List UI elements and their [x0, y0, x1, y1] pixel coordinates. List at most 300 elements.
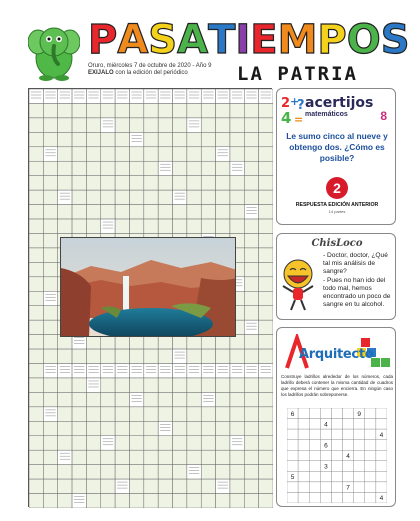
answer-cell[interactable]	[244, 450, 258, 464]
arquitecto-cell[interactable]	[309, 471, 320, 482]
answer-cell[interactable]	[101, 450, 115, 464]
answer-cell[interactable]	[173, 118, 187, 132]
answer-cell[interactable]	[129, 118, 143, 132]
arquitecto-cell[interactable]	[298, 440, 309, 451]
answer-cell[interactable]	[86, 494, 100, 508]
answer-cell[interactable]	[86, 465, 100, 479]
arquitecto-cell[interactable]	[331, 482, 342, 493]
answer-cell[interactable]	[29, 190, 43, 204]
answer-cell[interactable]	[144, 392, 158, 406]
answer-cell[interactable]	[58, 118, 72, 132]
arquitecto-cell[interactable]	[287, 461, 298, 472]
answer-cell[interactable]	[144, 436, 158, 450]
answer-cell[interactable]	[29, 205, 43, 219]
answer-cell[interactable]	[216, 161, 230, 175]
arquitecto-cell[interactable]	[320, 408, 331, 419]
answer-cell[interactable]	[86, 205, 100, 219]
arquitecto-cell[interactable]	[309, 450, 320, 461]
answer-cell[interactable]	[244, 147, 258, 161]
answer-cell[interactable]	[201, 479, 215, 493]
answer-cell[interactable]	[101, 465, 115, 479]
answer-cell[interactable]	[187, 421, 201, 435]
arquitecto-cell[interactable]	[343, 419, 354, 430]
answer-cell[interactable]	[58, 205, 72, 219]
answer-cell[interactable]	[230, 450, 244, 464]
arquitecto-cell[interactable]	[309, 408, 320, 419]
answer-cell[interactable]	[43, 262, 57, 276]
answer-cell[interactable]	[187, 219, 201, 233]
arquitecto-cell[interactable]	[287, 492, 298, 503]
answer-cell[interactable]	[29, 450, 43, 464]
answer-cell[interactable]	[86, 132, 100, 146]
answer-cell[interactable]	[259, 421, 273, 435]
answer-cell[interactable]	[86, 392, 100, 406]
arquitecto-cell[interactable]	[287, 429, 298, 440]
answer-cell[interactable]	[158, 450, 172, 464]
answer-cell[interactable]	[244, 378, 258, 392]
answer-cell[interactable]	[144, 118, 158, 132]
answer-cell[interactable]	[144, 378, 158, 392]
answer-cell[interactable]	[244, 349, 258, 363]
answer-cell[interactable]	[244, 407, 258, 421]
arquitecto-cell[interactable]	[376, 419, 387, 430]
answer-cell[interactable]	[43, 494, 57, 508]
answer-cell[interactable]	[115, 103, 129, 117]
answer-cell[interactable]	[144, 103, 158, 117]
answer-cell[interactable]	[72, 103, 86, 117]
answer-cell[interactable]	[216, 494, 230, 508]
arquitecto-cell[interactable]	[343, 461, 354, 472]
answer-cell[interactable]	[29, 407, 43, 421]
answer-cell[interactable]	[144, 479, 158, 493]
answer-cell[interactable]	[86, 479, 100, 493]
answer-cell[interactable]	[144, 190, 158, 204]
answer-cell[interactable]	[158, 392, 172, 406]
answer-cell[interactable]	[244, 494, 258, 508]
answer-cell[interactable]	[173, 421, 187, 435]
answer-cell[interactable]	[173, 494, 187, 508]
arquitecto-cell[interactable]	[376, 450, 387, 461]
answer-cell[interactable]	[158, 479, 172, 493]
answer-cell[interactable]	[29, 118, 43, 132]
answer-cell[interactable]	[144, 176, 158, 190]
answer-cell[interactable]	[201, 118, 215, 132]
answer-cell[interactable]	[230, 118, 244, 132]
answer-cell[interactable]	[43, 392, 57, 406]
answer-cell[interactable]	[173, 132, 187, 146]
answer-cell[interactable]	[101, 103, 115, 117]
answer-cell[interactable]	[259, 306, 273, 320]
answer-cell[interactable]	[115, 118, 129, 132]
answer-cell[interactable]	[259, 205, 273, 219]
arquitecto-cell[interactable]	[320, 450, 331, 461]
answer-cell[interactable]	[58, 479, 72, 493]
answer-cell[interactable]	[72, 118, 86, 132]
answer-cell[interactable]	[173, 205, 187, 219]
answer-cell[interactable]	[86, 450, 100, 464]
answer-cell[interactable]	[158, 494, 172, 508]
arquitecto-cell[interactable]	[309, 461, 320, 472]
answer-cell[interactable]	[158, 190, 172, 204]
arquitecto-cell[interactable]	[287, 440, 298, 451]
answer-cell[interactable]	[29, 277, 43, 291]
arquitecto-cell[interactable]	[331, 492, 342, 503]
arquitecto-cell[interactable]	[320, 471, 331, 482]
arquitecto-cell[interactable]	[331, 440, 342, 451]
answer-cell[interactable]	[259, 465, 273, 479]
arquitecto-cell[interactable]	[309, 492, 320, 503]
answer-cell[interactable]	[86, 407, 100, 421]
answer-cell[interactable]	[43, 190, 57, 204]
answer-cell[interactable]	[244, 306, 258, 320]
answer-cell[interactable]	[29, 436, 43, 450]
answer-cell[interactable]	[72, 450, 86, 464]
answer-cell[interactable]	[201, 161, 215, 175]
arquitecto-cell[interactable]	[287, 450, 298, 461]
arquitecto-cell[interactable]	[343, 429, 354, 440]
answer-cell[interactable]	[216, 190, 230, 204]
answer-cell[interactable]	[201, 132, 215, 146]
answer-cell[interactable]	[29, 233, 43, 247]
answer-cell[interactable]	[158, 118, 172, 132]
answer-cell[interactable]	[144, 407, 158, 421]
answer-cell[interactable]	[29, 147, 43, 161]
arquitecto-cell[interactable]	[365, 408, 376, 419]
answer-cell[interactable]	[259, 349, 273, 363]
answer-cell[interactable]	[58, 176, 72, 190]
answer-cell[interactable]	[115, 205, 129, 219]
answer-cell[interactable]	[101, 421, 115, 435]
arquitecto-cell[interactable]	[376, 461, 387, 472]
answer-cell[interactable]	[29, 364, 43, 378]
answer-cell[interactable]	[101, 132, 115, 146]
answer-cell[interactable]	[201, 190, 215, 204]
answer-cell[interactable]	[86, 118, 100, 132]
arquitecto-cell[interactable]	[309, 429, 320, 440]
answer-cell[interactable]	[259, 392, 273, 406]
answer-cell[interactable]	[201, 450, 215, 464]
answer-cell[interactable]	[244, 436, 258, 450]
answer-cell[interactable]	[230, 176, 244, 190]
answer-cell[interactable]	[129, 494, 143, 508]
answer-cell[interactable]	[158, 205, 172, 219]
answer-cell[interactable]	[173, 436, 187, 450]
answer-cell[interactable]	[230, 349, 244, 363]
answer-cell[interactable]	[187, 450, 201, 464]
answer-cell[interactable]	[173, 176, 187, 190]
arquitecto-cell[interactable]	[343, 471, 354, 482]
answer-cell[interactable]	[101, 407, 115, 421]
answer-cell[interactable]	[216, 118, 230, 132]
answer-cell[interactable]	[129, 176, 143, 190]
answer-cell[interactable]	[158, 378, 172, 392]
answer-cell[interactable]	[187, 190, 201, 204]
answer-cell[interactable]	[43, 306, 57, 320]
answer-cell[interactable]	[101, 190, 115, 204]
answer-cell[interactable]	[230, 205, 244, 219]
answer-cell[interactable]	[187, 378, 201, 392]
answer-cell[interactable]	[72, 190, 86, 204]
arquitecto-cell[interactable]	[354, 419, 365, 430]
answer-cell[interactable]	[173, 465, 187, 479]
answer-cell[interactable]	[144, 494, 158, 508]
answer-cell[interactable]	[216, 421, 230, 435]
arquitecto-cell[interactable]	[343, 408, 354, 419]
arquitecto-cell[interactable]	[365, 482, 376, 493]
answer-cell[interactable]	[86, 349, 100, 363]
answer-cell[interactable]	[129, 147, 143, 161]
answer-cell[interactable]	[29, 306, 43, 320]
answer-cell[interactable]	[115, 494, 129, 508]
answer-cell[interactable]	[144, 161, 158, 175]
arquitecto-cell[interactable]	[365, 429, 376, 440]
answer-cell[interactable]	[129, 190, 143, 204]
answer-cell[interactable]	[101, 479, 115, 493]
answer-cell[interactable]	[173, 450, 187, 464]
answer-cell[interactable]	[43, 277, 57, 291]
answer-cell[interactable]	[115, 132, 129, 146]
arquitecto-cell[interactable]	[365, 440, 376, 451]
answer-cell[interactable]	[43, 103, 57, 117]
answer-cell[interactable]	[244, 291, 258, 305]
answer-cell[interactable]	[72, 465, 86, 479]
answer-cell[interactable]	[72, 132, 86, 146]
answer-cell[interactable]	[72, 407, 86, 421]
answer-cell[interactable]	[216, 378, 230, 392]
answer-cell[interactable]	[230, 132, 244, 146]
answer-cell[interactable]	[43, 132, 57, 146]
arquitecto-cell[interactable]	[354, 471, 365, 482]
answer-cell[interactable]	[187, 147, 201, 161]
arquitecto-cell[interactable]	[331, 450, 342, 461]
arquitecto-cell[interactable]	[365, 461, 376, 472]
answer-cell[interactable]	[216, 219, 230, 233]
answer-cell[interactable]	[43, 465, 57, 479]
answer-cell[interactable]	[259, 248, 273, 262]
answer-cell[interactable]	[244, 262, 258, 276]
arquitecto-cell[interactable]	[298, 408, 309, 419]
answer-cell[interactable]	[115, 421, 129, 435]
answer-cell[interactable]	[158, 407, 172, 421]
answer-cell[interactable]	[115, 407, 129, 421]
answer-cell[interactable]	[43, 161, 57, 175]
answer-cell[interactable]	[58, 465, 72, 479]
arquitecto-cell[interactable]	[343, 440, 354, 451]
answer-cell[interactable]	[58, 161, 72, 175]
answer-cell[interactable]	[129, 421, 143, 435]
answer-cell[interactable]	[43, 450, 57, 464]
answer-cell[interactable]	[230, 219, 244, 233]
answer-cell[interactable]	[201, 465, 215, 479]
answer-cell[interactable]	[43, 248, 57, 262]
answer-cell[interactable]	[216, 205, 230, 219]
answer-cell[interactable]	[158, 103, 172, 117]
answer-cell[interactable]	[72, 421, 86, 435]
answer-cell[interactable]	[216, 465, 230, 479]
answer-cell[interactable]	[259, 118, 273, 132]
answer-cell[interactable]	[244, 219, 258, 233]
answer-cell[interactable]	[86, 176, 100, 190]
arquitecto-cell[interactable]	[376, 471, 387, 482]
answer-cell[interactable]	[158, 349, 172, 363]
answer-cell[interactable]	[230, 147, 244, 161]
arquitecto-cell[interactable]	[298, 461, 309, 472]
answer-cell[interactable]	[101, 378, 115, 392]
answer-cell[interactable]	[144, 421, 158, 435]
answer-cell[interactable]	[29, 219, 43, 233]
answer-cell[interactable]	[86, 436, 100, 450]
answer-cell[interactable]	[43, 176, 57, 190]
answer-cell[interactable]	[115, 147, 129, 161]
arquitecto-cell[interactable]	[343, 492, 354, 503]
answer-cell[interactable]	[43, 320, 57, 334]
answer-cell[interactable]	[29, 494, 43, 508]
answer-cell[interactable]	[29, 421, 43, 435]
arquitecto-cell[interactable]	[354, 450, 365, 461]
answer-cell[interactable]	[101, 494, 115, 508]
answer-cell[interactable]	[173, 378, 187, 392]
answer-cell[interactable]	[72, 176, 86, 190]
answer-cell[interactable]	[29, 349, 43, 363]
answer-cell[interactable]	[43, 349, 57, 363]
answer-cell[interactable]	[144, 219, 158, 233]
arquitecto-cell[interactable]	[376, 440, 387, 451]
answer-cell[interactable]	[201, 205, 215, 219]
arquitecto-cell[interactable]	[320, 492, 331, 503]
answer-cell[interactable]	[216, 450, 230, 464]
answer-cell[interactable]	[259, 291, 273, 305]
answer-cell[interactable]	[201, 147, 215, 161]
answer-cell[interactable]	[43, 205, 57, 219]
answer-cell[interactable]	[101, 349, 115, 363]
answer-cell[interactable]	[201, 103, 215, 117]
answer-cell[interactable]	[187, 436, 201, 450]
answer-cell[interactable]	[43, 118, 57, 132]
answer-cell[interactable]	[259, 479, 273, 493]
answer-cell[interactable]	[129, 450, 143, 464]
answer-cell[interactable]	[144, 450, 158, 464]
arquitecto-cell[interactable]	[309, 419, 320, 430]
arquitecto-cell[interactable]	[298, 482, 309, 493]
answer-cell[interactable]	[230, 378, 244, 392]
arquitecto-cell[interactable]	[376, 482, 387, 493]
answer-cell[interactable]	[144, 349, 158, 363]
answer-cell[interactable]	[129, 479, 143, 493]
answer-cell[interactable]	[230, 465, 244, 479]
answer-cell[interactable]	[158, 147, 172, 161]
answer-cell[interactable]	[158, 132, 172, 146]
answer-cell[interactable]	[72, 378, 86, 392]
arquitecto-cell[interactable]	[309, 440, 320, 451]
answer-cell[interactable]	[58, 407, 72, 421]
answer-cell[interactable]	[187, 161, 201, 175]
arquitecto-cell[interactable]	[331, 471, 342, 482]
answer-cell[interactable]	[216, 349, 230, 363]
answer-cell[interactable]	[259, 176, 273, 190]
answer-cell[interactable]	[230, 392, 244, 406]
arquitecto-cell[interactable]	[331, 419, 342, 430]
answer-cell[interactable]	[43, 378, 57, 392]
answer-cell[interactable]	[230, 421, 244, 435]
answer-cell[interactable]	[259, 103, 273, 117]
answer-cell[interactable]	[173, 407, 187, 421]
answer-cell[interactable]	[187, 479, 201, 493]
answer-cell[interactable]	[216, 436, 230, 450]
answer-cell[interactable]	[29, 291, 43, 305]
answer-cell[interactable]	[29, 176, 43, 190]
arquitecto-cell[interactable]	[354, 461, 365, 472]
answer-cell[interactable]	[129, 161, 143, 175]
answer-cell[interactable]	[115, 219, 129, 233]
answer-cell[interactable]	[158, 465, 172, 479]
answer-cell[interactable]	[115, 392, 129, 406]
arquitecto-cell[interactable]	[354, 440, 365, 451]
answer-cell[interactable]	[129, 103, 143, 117]
arquitecto-cell[interactable]	[298, 419, 309, 430]
arquitecto-cell[interactable]	[298, 471, 309, 482]
answer-cell[interactable]	[259, 233, 273, 247]
answer-cell[interactable]	[187, 176, 201, 190]
answer-cell[interactable]	[259, 132, 273, 146]
answer-cell[interactable]	[129, 205, 143, 219]
answer-cell[interactable]	[43, 233, 57, 247]
answer-cell[interactable]	[29, 335, 43, 349]
answer-cell[interactable]	[115, 161, 129, 175]
arquitecto-cell[interactable]	[331, 408, 342, 419]
answer-cell[interactable]	[244, 190, 258, 204]
answer-cell[interactable]	[216, 103, 230, 117]
arquitecto-cell[interactable]	[298, 429, 309, 440]
arquitecto-cell[interactable]	[365, 419, 376, 430]
arquitecto-cell[interactable]	[365, 450, 376, 461]
answer-cell[interactable]	[259, 190, 273, 204]
answer-cell[interactable]	[58, 436, 72, 450]
answer-cell[interactable]	[259, 450, 273, 464]
answer-cell[interactable]	[244, 277, 258, 291]
answer-cell[interactable]	[259, 320, 273, 334]
answer-cell[interactable]	[115, 465, 129, 479]
answer-cell[interactable]	[144, 205, 158, 219]
answer-cell[interactable]	[216, 132, 230, 146]
answer-cell[interactable]	[115, 349, 129, 363]
answer-cell[interactable]	[244, 103, 258, 117]
arquitecto-cell[interactable]	[298, 450, 309, 461]
answer-cell[interactable]	[144, 465, 158, 479]
answer-cell[interactable]	[101, 176, 115, 190]
answer-cell[interactable]	[144, 132, 158, 146]
answer-cell[interactable]	[129, 407, 143, 421]
answer-cell[interactable]	[86, 147, 100, 161]
answer-cell[interactable]	[244, 248, 258, 262]
answer-cell[interactable]	[216, 392, 230, 406]
answer-cell[interactable]	[259, 378, 273, 392]
answer-cell[interactable]	[86, 421, 100, 435]
answer-cell[interactable]	[144, 147, 158, 161]
arquitecto-cell[interactable]	[320, 482, 331, 493]
answer-cell[interactable]	[43, 219, 57, 233]
answer-cell[interactable]	[86, 103, 100, 117]
answer-cell[interactable]	[187, 349, 201, 363]
answer-cell[interactable]	[58, 494, 72, 508]
arquitecto-cell[interactable]	[376, 408, 387, 419]
answer-cell[interactable]	[72, 161, 86, 175]
answer-cell[interactable]	[216, 176, 230, 190]
answer-cell[interactable]	[29, 465, 43, 479]
answer-cell[interactable]	[259, 161, 273, 175]
answer-cell[interactable]	[58, 132, 72, 146]
answer-cell[interactable]	[230, 494, 244, 508]
answer-cell[interactable]	[129, 349, 143, 363]
